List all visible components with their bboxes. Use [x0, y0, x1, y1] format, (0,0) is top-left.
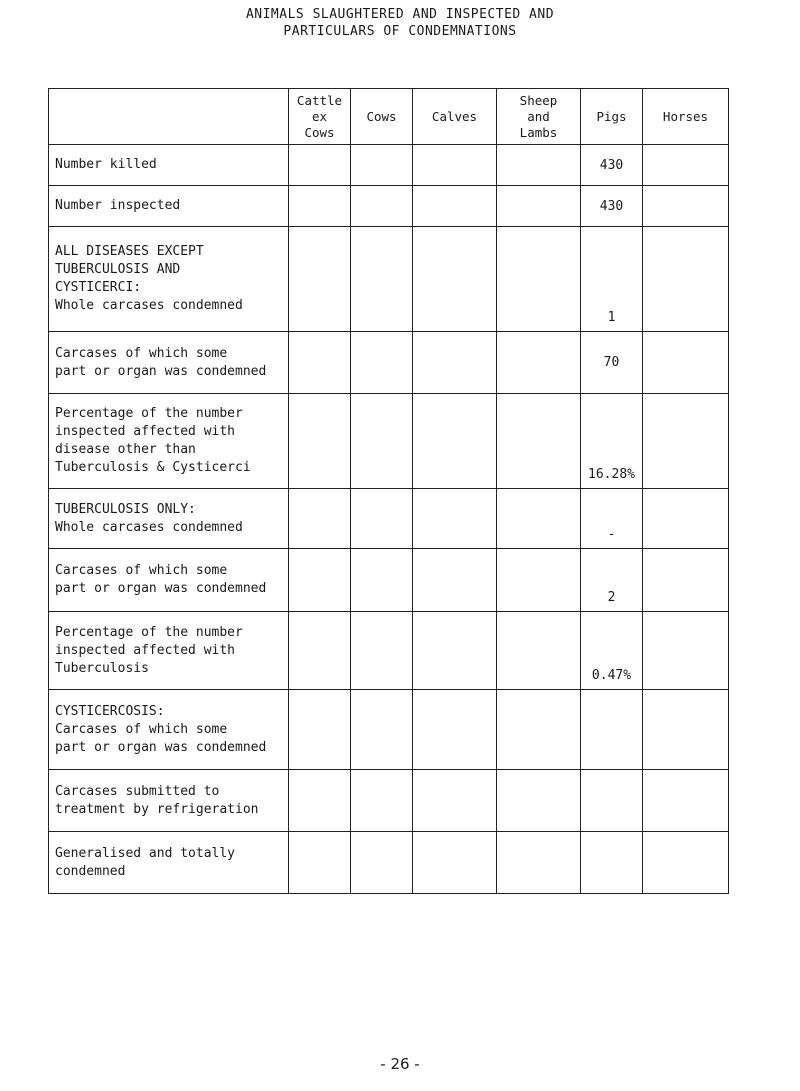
row-label-percentage-other: Percentage of the number inspected affected with disease other than Tuberculosis & Cysticerci — [49, 394, 289, 489]
table-row — [49, 690, 729, 770]
header-blank — [49, 89, 289, 145]
row-label-all-diseases: ALL DISEASES EXCEPT TUBERCULOSIS AND CYSTICERCI: Whole carcases condemned — [49, 227, 289, 332]
cell-pigs-number-inspected: 430 — [581, 186, 643, 227]
table-row — [49, 186, 729, 227]
header-pigs: Pigs — [581, 89, 643, 145]
header-sheep: Sheep and Lambs — [497, 89, 581, 145]
page-subtitle: PARTICULARS OF CONDEMNATIONS — [283, 24, 517, 39]
header-horses: Horses — [643, 89, 729, 145]
row-label-cysticercosis: CYSTICERCOSIS: Carcases of which some part or organ was condemned — [49, 690, 289, 770]
row-label-number-inspected: Number inspected — [49, 186, 289, 227]
table-row — [49, 549, 729, 612]
condemnations-table — [48, 88, 729, 894]
cell-pigs-tb-whole: - — [581, 489, 643, 549]
row-label-number-killed: Number killed — [49, 145, 289, 186]
row-label-tb-whole: TUBERCULOSIS ONLY: Whole carcases condemned — [49, 489, 289, 549]
row-label-part-condemned: Carcases of which some part or organ was condemned — [49, 332, 289, 394]
cell-pigs-tb-part: 2 — [581, 549, 643, 612]
table-row — [49, 227, 729, 332]
page-number: - 26 - — [380, 1055, 420, 1073]
header-cattle: Cattle ex Cows — [289, 89, 351, 145]
cell-pigs-percentage-other: 16.28% — [581, 394, 643, 489]
header-row — [49, 89, 729, 145]
table-row — [49, 145, 729, 186]
row-label-refrigeration: Carcases submitted to treatment by refrigeration — [49, 770, 289, 832]
header-cows: Cows — [351, 89, 413, 145]
cell-pigs-part-condemned: 70 — [581, 332, 643, 394]
page-title: ANIMALS SLAUGHTERED AND INSPECTED AND — [245, 7, 555, 22]
row-label-generalised: Generalised and totally condemned — [49, 832, 289, 894]
row-label-tb-part: Carcases of which some part or organ was condemned — [49, 549, 289, 612]
table-row — [49, 332, 729, 394]
table-row — [49, 489, 729, 549]
cell-pigs-number-killed: 430 — [581, 145, 643, 186]
table-row — [49, 770, 729, 832]
header-calves: Calves — [413, 89, 497, 145]
table-row — [49, 832, 729, 894]
cell-pigs-tb-percentage: 0.47% — [581, 612, 643, 690]
cell-pigs-whole-condemned: 1 — [581, 227, 643, 332]
table-row — [49, 612, 729, 690]
row-label-tb-percentage: Percentage of the number inspected affected with Tuberculosis — [49, 612, 289, 690]
table-row — [49, 394, 729, 489]
